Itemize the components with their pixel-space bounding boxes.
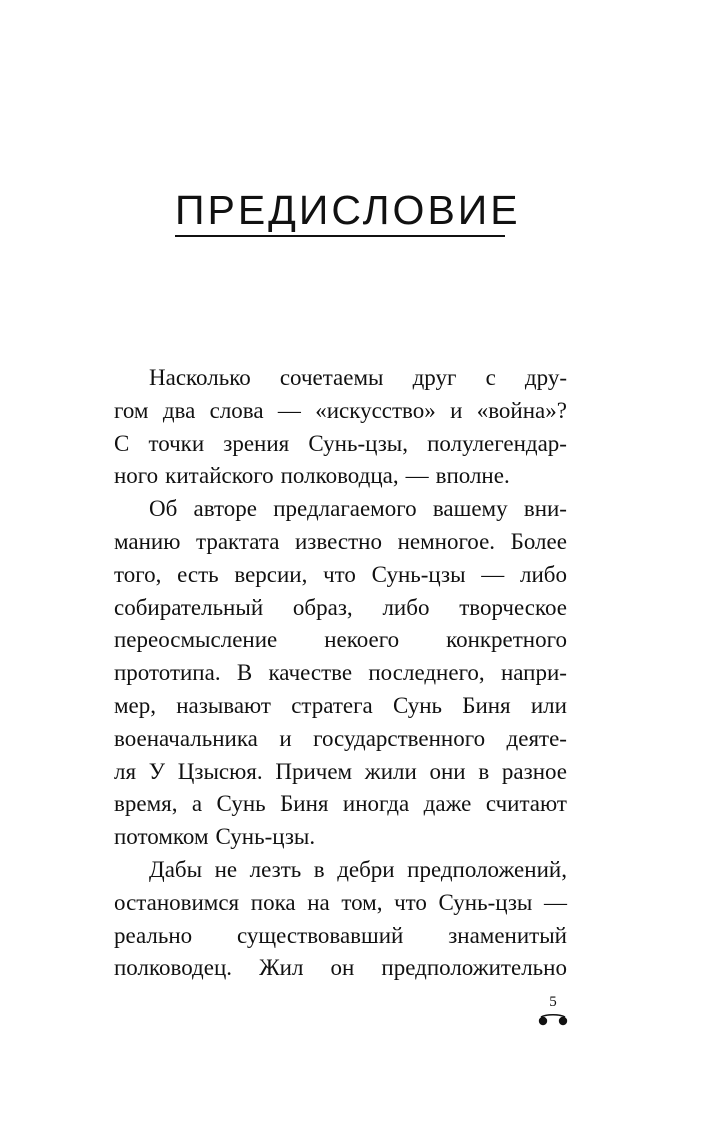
page-ornament-icon [537,1012,569,1026]
title-underline [175,235,505,237]
text-line: того, есть версии, что Сунь-цзы — либо [114,561,567,587]
text-line: Насколько сочетаемы друг с дру- [149,365,567,390]
page-number: 5 [549,994,557,1010]
text-line: время, а Сунь Биня иногда даже считают [114,791,567,817]
page-title: ПРЕДИСЛОВИЕ [175,187,521,233]
text-line: остановимся пока на том, что Сунь-цзы — [114,889,567,915]
text-line: манию трактата известно немногое. Более [114,528,567,554]
text-line: собирательный образ, либо творческое [114,594,567,620]
text-line: ля У Цзысюя. Причем жили они в разное [114,758,567,784]
text-line: С точки зрения Сунь-цзы, полулегендар- [114,430,567,456]
text-line: гом два слова — «искусство» и «война»? [114,397,567,423]
text-line: потомком Сунь-цзы. [114,824,316,850]
text-line: прототипа. В качестве последнего, напри- [114,660,567,686]
body-text [114,362,567,985]
text-line: Дабы не лезть в дебри предположений, [149,856,567,882]
text-line: переосмысление некоего конкретного [114,627,567,653]
text-line: военачальника и государственного деяте- [114,725,567,751]
text-line: полководец. Жил он предположительно [114,955,567,981]
text-line: Об авторе предлагаемого вашему вни- [149,496,567,522]
text-line: реально существовавший знаменитый [114,922,567,948]
text-line: ного китайского полководца, — вполне. [114,463,510,489]
text-line: мер, называют стратега Сунь Биня или [114,692,567,718]
